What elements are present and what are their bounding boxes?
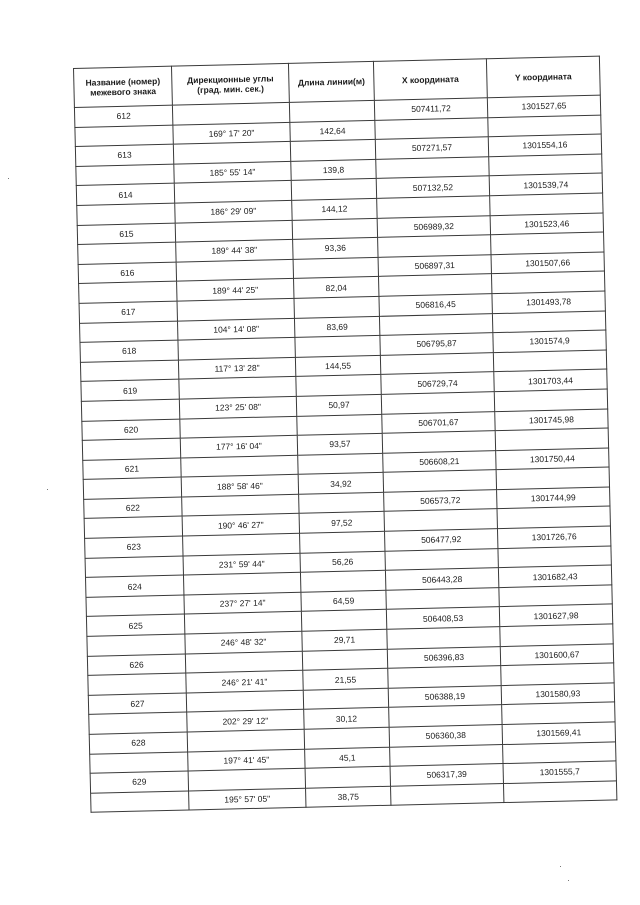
empty-x-cell [389,705,502,727]
y-coordinate-cell: 1301523,46 [490,213,603,235]
line-length-cell: 64,59 [301,590,386,612]
empty-name-cell [82,438,180,460]
point-name-cell: 620 [82,419,180,441]
empty-x-cell [380,352,493,374]
empty-length-cell [297,414,382,436]
header-direction-angle: Дирекционные углы (град. мин. сек.) [171,63,289,105]
line-length-cell: 30,12 [304,708,389,730]
point-name-cell: 617 [79,301,177,323]
y-coordinate-cell: 1301750,44 [496,448,609,470]
empty-x-cell [387,627,500,649]
y-coordinate-cell: 1301493,78 [492,291,605,313]
point-name-cell: 618 [80,340,178,362]
empty-x-cell [385,548,498,570]
empty-name-cell [86,595,184,617]
x-coordinate-cell: 507411,72 [374,98,487,120]
empty-length-cell [300,571,385,593]
y-coordinate-cell: 1301569,41 [502,722,615,744]
header-line-length: Длина линии(м) [288,61,374,102]
direction-angle-cell: 231° 59' 44" [183,553,300,575]
line-length-cell: 142,64 [290,120,375,142]
direction-angle-cell: 177° 16' 04" [180,435,297,457]
scan-speck [560,866,561,867]
direction-angle-cell: 169° 17' 20" [173,122,290,144]
x-coordinate-cell: 506897,31 [378,254,491,276]
empty-x-cell [381,392,494,414]
coordinates-table-wrap [73,56,616,814]
empty-name-cell [83,477,181,499]
empty-length-cell [294,296,379,318]
point-name-cell: 623 [85,536,183,558]
direction-angle-cell: 246° 48' 32" [185,631,302,653]
x-coordinate-cell: 506573,72 [384,490,497,512]
line-length-cell: 83,69 [294,316,379,338]
empty-name-cell [90,752,188,774]
y-coordinate-cell: 1301744,99 [497,487,610,509]
empty-length-cell [300,531,385,553]
y-coordinate-cell: 1301507,66 [491,252,604,274]
point-name-cell: 624 [86,575,184,597]
empty-x-cell [375,117,488,139]
line-length-cell: 50,97 [296,394,381,416]
point-name-cell: 616 [78,262,176,284]
direction-angle-cell: 197° 41' 45" [188,749,305,771]
direction-angle-cell: 188° 58' 46" [181,475,298,497]
empty-x-cell [390,744,503,766]
empty-x-cell [384,509,497,531]
empty-x-cell [391,783,504,805]
header-y-coordinate: Y координата [486,56,600,98]
empty-length-cell [304,727,389,749]
x-coordinate-cell: 506608,21 [383,450,496,472]
empty-name-cell [85,556,183,578]
empty-name-cell [91,791,189,813]
header-x-coordinate: X координата [373,59,487,101]
empty-name-cell [80,360,178,382]
empty-length-cell [296,375,381,397]
point-name-cell: 612 [74,105,172,127]
direction-angle-cell: 186° 29' 09" [175,200,292,222]
line-length-cell: 45,1 [305,747,390,769]
x-coordinate-cell: 506408,53 [386,607,499,629]
empty-y-cell [494,389,607,411]
point-name-cell: 628 [89,732,187,754]
line-length-cell: 29,71 [302,629,387,651]
empty-name-cell [89,712,187,734]
empty-length-cell [295,335,380,357]
x-coordinate-cell: 506360,38 [389,725,502,747]
empty-y-cell [492,311,605,333]
y-coordinate-cell: 1301745,98 [495,408,608,430]
point-name-cell: 622 [84,497,182,519]
x-coordinate-cell: 506396,83 [387,646,500,668]
line-length-cell: 93,36 [293,238,378,260]
empty-length-cell [302,649,387,671]
empty-y-cell [491,271,604,293]
x-coordinate-cell: 506701,67 [382,411,495,433]
x-coordinate-cell: 507271,57 [375,137,488,159]
empty-name-cell [81,399,179,421]
point-name-cell: 627 [88,693,186,715]
line-length-cell: 144,55 [295,355,380,377]
x-coordinate-cell: 506388,19 [388,685,501,707]
y-coordinate-cell: 1301682,43 [498,565,611,587]
x-coordinate-cell: 506729,74 [381,372,494,394]
line-length-cell: 97,52 [299,512,384,534]
line-length-cell: 139,8 [291,159,376,181]
empty-angle-cell [184,612,301,634]
x-coordinate-cell: 506989,32 [377,215,490,237]
empty-x-cell [376,157,489,179]
empty-length-cell [292,218,377,240]
scan-speck [568,880,569,881]
x-coordinate-cell: 507132,52 [376,176,489,198]
point-name-cell: 625 [86,614,184,636]
y-coordinate-cell: 1301627,98 [499,604,612,626]
empty-y-cell [488,115,601,137]
empty-y-cell [490,193,603,215]
direction-angle-cell: 189° 44' 38" [176,240,293,262]
empty-y-cell [503,741,616,763]
point-name-cell: 621 [83,458,181,480]
empty-name-cell [75,125,173,147]
x-coordinate-cell: 506443,28 [385,568,498,590]
scan-speck [8,178,9,179]
empty-length-cell [291,179,376,201]
line-length-cell: 56,26 [300,551,385,573]
x-coordinate-cell: 506477,92 [385,529,498,551]
empty-name-cell [88,673,186,695]
y-coordinate-cell: 1301539,74 [489,173,602,195]
empty-x-cell [388,666,501,688]
empty-length-cell [303,688,388,710]
empty-length-cell [289,100,374,122]
empty-y-cell [489,154,602,176]
y-coordinate-cell: 1301580,93 [501,683,614,705]
empty-name-cell [80,321,178,343]
empty-y-cell [499,585,612,607]
empty-y-cell [501,663,614,685]
y-coordinate-cell: 1301554,16 [488,134,601,156]
point-name-cell: 629 [90,771,188,793]
empty-length-cell [299,492,384,514]
line-length-cell: 82,04 [294,277,379,299]
direction-angle-cell: 246° 21' 41" [186,670,303,692]
empty-length-cell [301,610,386,632]
scan-speck [47,489,48,490]
empty-y-cell [503,781,616,803]
line-length-cell: 21,55 [303,668,388,690]
point-name-cell: 619 [81,379,179,401]
y-coordinate-cell: 1301574,9 [493,330,606,352]
empty-x-cell [379,313,492,335]
coordinates-table [73,56,617,814]
x-coordinate-cell: 506816,45 [379,294,492,316]
direction-angle-cell: 237° 27' 14" [184,592,301,614]
empty-x-cell [382,431,495,453]
direction-angle-cell: 104° 14' 08" [177,318,294,340]
empty-x-cell [386,587,499,609]
empty-name-cell [87,634,185,656]
point-name-cell: 626 [87,654,185,676]
empty-y-cell [500,624,613,646]
header-point-name: Название (номер) межевого знака [74,66,173,107]
line-length-cell: 93,57 [297,433,382,455]
y-coordinate-cell: 1301600,67 [500,644,613,666]
empty-name-cell [78,242,176,264]
direction-angle-cell: 123° 25' 08" [179,396,296,418]
y-coordinate-cell: 1301555,7 [503,761,616,783]
direction-angle-cell: 117° 13' 28" [178,357,295,379]
x-coordinate-cell: 506795,87 [380,333,493,355]
empty-x-cell [377,196,490,218]
empty-y-cell [495,428,608,450]
direction-angle-cell: 189° 44' 25" [177,279,294,301]
empty-y-cell [493,350,606,372]
y-coordinate-cell: 1301703,44 [494,369,607,391]
empty-y-cell [491,232,604,254]
y-coordinate-cell: 1301726,76 [497,526,610,548]
y-coordinate-cell: 1301527,65 [487,95,600,117]
empty-name-cell [84,517,182,539]
empty-x-cell [378,235,491,257]
empty-angle-cell [182,494,299,516]
empty-y-cell [496,467,609,489]
empty-x-cell [379,274,492,296]
empty-y-cell [498,546,611,568]
point-name-cell: 615 [77,223,175,245]
direction-angle-cell: 185° 55' 14" [174,161,291,183]
empty-length-cell [305,766,390,788]
direction-angle-cell: 202° 29' 12" [187,710,304,732]
empty-name-cell [79,281,177,303]
table-body [74,95,616,813]
point-name-cell: 614 [76,184,174,206]
point-name-cell: 613 [75,144,173,166]
direction-angle-cell: 195° 57' 05" [189,788,306,810]
x-coordinate-cell: 506317,39 [390,764,503,786]
empty-length-cell [298,453,383,475]
empty-angle-cell [172,102,289,124]
direction-angle-cell: 190° 46' 27" [182,514,299,536]
line-length-cell: 38,75 [306,786,391,808]
line-length-cell: 34,92 [298,473,383,495]
empty-name-cell [77,203,175,225]
empty-y-cell [497,506,610,528]
empty-name-cell [76,164,174,186]
line-length-cell: 144,12 [292,198,377,220]
empty-x-cell [383,470,496,492]
empty-length-cell [290,140,375,162]
empty-y-cell [502,702,615,724]
empty-length-cell [293,257,378,279]
